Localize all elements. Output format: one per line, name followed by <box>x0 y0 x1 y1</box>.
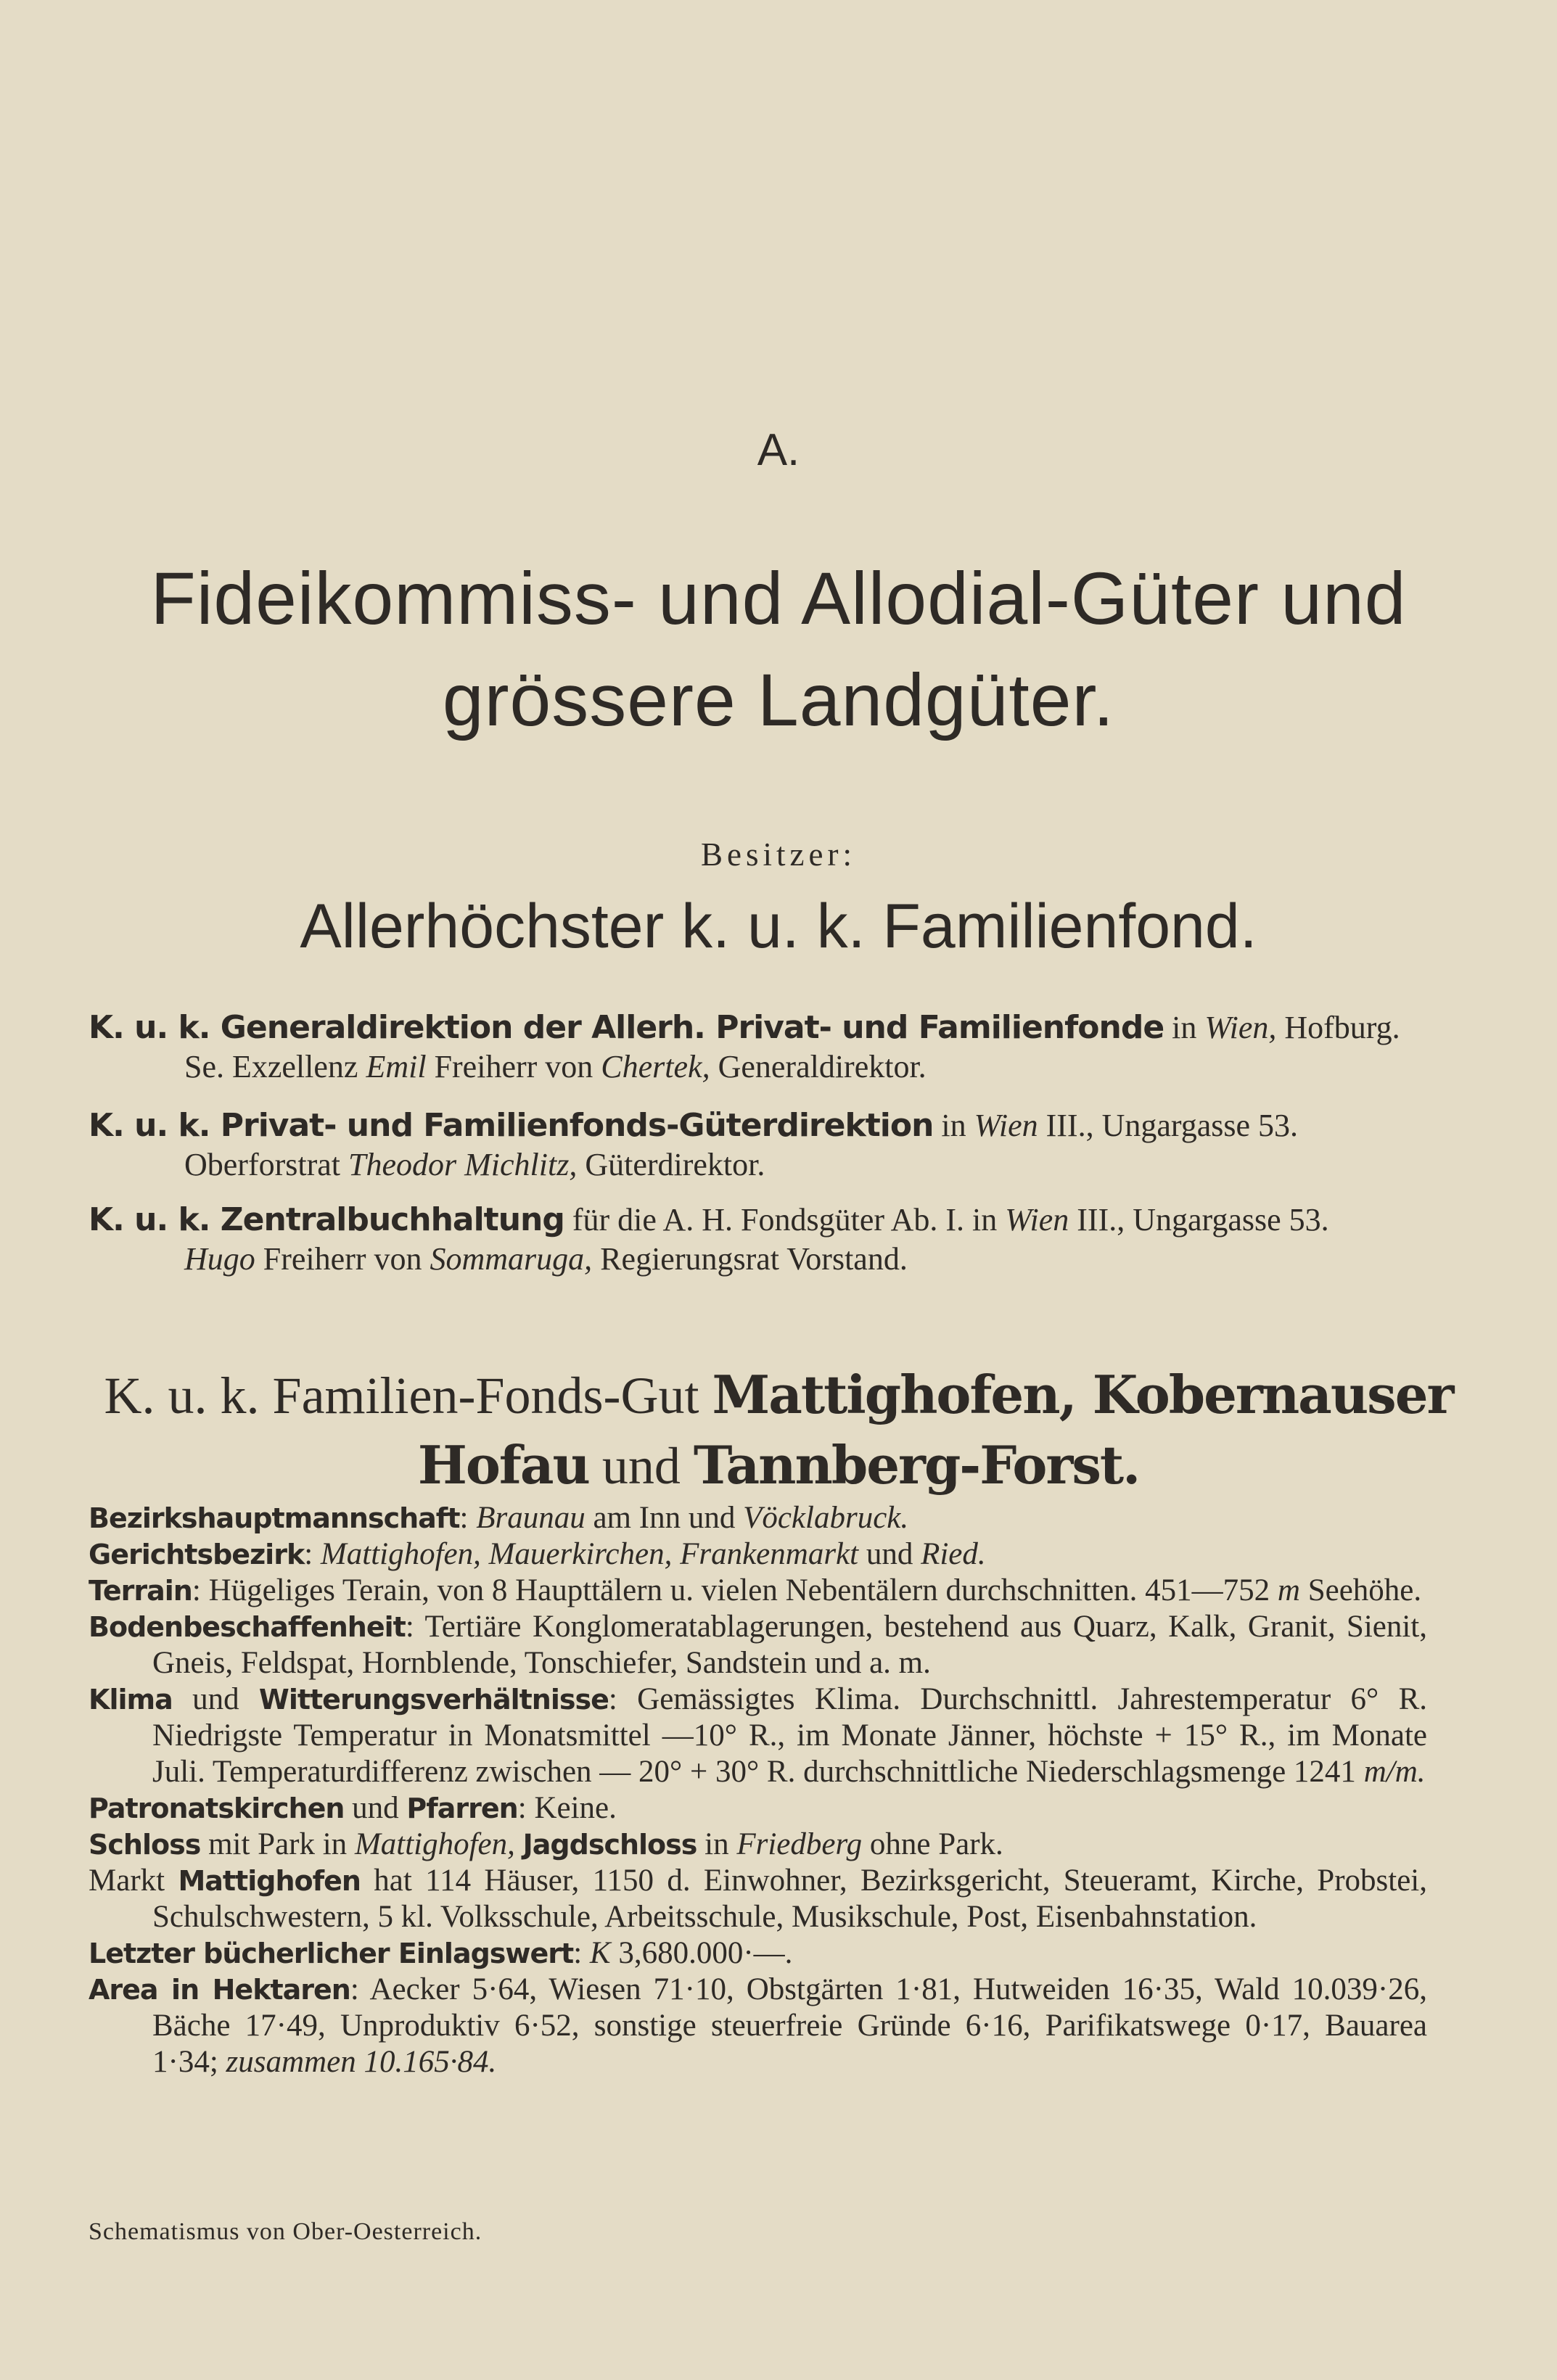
detail-label: Letzter bücherlicher Einlagswert <box>89 1938 574 1969</box>
detail-label: Witterungsverhältnisse <box>258 1684 609 1716</box>
organization-name: K. u. k. Generaldirektion der Allerh. Privat- und Familienfonde <box>89 1009 1164 1046</box>
detail-patronat: Patronatskirchen und Pfarren: Keine. <box>89 1791 617 1825</box>
city-name: Wien, <box>1204 1010 1277 1045</box>
detail-label: Bodenbeschaffenheit <box>89 1611 406 1643</box>
owner-label: Besitzer: <box>701 836 856 873</box>
owner-name: Allerhöchster k. u. k. Familienfond. <box>300 892 1257 961</box>
person-first-name: Emil <box>366 1049 427 1084</box>
detail-label: Patronatskirchen <box>89 1792 345 1824</box>
administration-entry-2-line-1: K. u. k. Privat- und Familienfonds-Güterdirektion in Wien III., Ungargasse 53. <box>89 1107 1299 1144</box>
administration-entry-2-line-2: Oberforstrat Theodor Michlitz, Güterdirektor. <box>184 1147 765 1182</box>
estate-name-1: Mattighofen, Kobernauser <box>712 1364 1453 1425</box>
detail-boden: Bodenbeschaffenheit: Tertiäre Konglomeratablagerungen, bestehend aus Quarz, Kalk, Granit, Sienit, Gneis, Feldspat, Hornblende, Tonschiefer, Sandstein und a. m. <box>89 1610 1427 1680</box>
estate-title-line-1: K. u. k. Familien-Fonds-Gut Mattighofen, Kobernauser <box>104 1364 1453 1425</box>
estate-details <box>89 1500 1427 2080</box>
area-total: zusammen 10.165·84. <box>226 2045 497 2079</box>
detail-schloss: Schloss mit Park in Mattighofen, Jagdschloss in Friedberg ohne Park. <box>89 1827 1003 1861</box>
estate-title-line-2: Hofau und Tannberg-Forst. <box>417 1434 1140 1496</box>
detail-label: Jagdschloss <box>522 1829 697 1861</box>
estate-title <box>0 1360 1557 1501</box>
section-letter: A. <box>757 425 800 475</box>
person-last-name: Chertek, <box>601 1049 710 1084</box>
detail-markt: Markt Mattighofen hat 114 Häuser, 1150 d. Einwohner, Bezirksgericht, Steueramt, Kirche, Probstei, Schulschwestern, 5 kl. Volksschule, Arbeitsschule, Musikschule, Post, Eisenbahnstation. <box>89 1864 1427 1934</box>
detail-label: Gerichtsbezirk <box>89 1539 305 1570</box>
administration-entry-2 <box>89 1106 1424 1185</box>
detail-label: Terrain <box>89 1575 192 1607</box>
administration-entry-3-line-2: Hugo Freiherr von Sommaruga, Regierungsrat Vorstand. <box>184 1241 908 1277</box>
city-name: Wien <box>974 1108 1038 1143</box>
city-name: Wien <box>1005 1202 1069 1238</box>
administration-entry-1-line-2: Se. Exzellenz Emil Freiherr von Chertek, Generaldirektor. <box>184 1049 927 1084</box>
person-name: Theodor Michlitz, <box>348 1147 578 1182</box>
administration-entry-1 <box>89 1008 1424 1087</box>
detail-label: Mattighofen <box>178 1865 361 1897</box>
detail-einlagswert: Letzter bücherlicher Einlagswert: K 3,680.000·—. <box>89 1936 793 1970</box>
detail-label: Klima <box>89 1684 173 1716</box>
detail-gericht: Gerichtsbezirk: Mattighofen, Mauerkirchen, Frankenmarkt und Ried. <box>89 1537 986 1571</box>
detail-terrain: Terrain: Hügeliges Terain, von 8 Haupttälern u. vielen Nebentälern durchschnitten. 451—752 m Seehöhe. <box>89 1573 1422 1607</box>
detail-area: Area in Hektaren: Aecker 5·64, Wiesen 71·10, Obstgärten 1·81, Hutweiden 16·35, Wald 10.039·26, Bäche 17·49, Unproduktiv 6·52, sonstige steuerfreie Gründe 6·16, Parifikatswege 0·17, Bauarea 1·34; zusammen 10.165·84. <box>89 1972 1427 2079</box>
estate-name-2: Hofau <box>417 1434 589 1496</box>
administration-entry-3-line-1: K. u. k. Zentralbuchhaltung für die A. H. Fondsgüter Ab. I. in Wien III., Ungargasse 53. <box>89 1201 1329 1238</box>
main-title-line-2: grössere Landgüter. <box>442 659 1115 741</box>
person-last-name: Sommaruga, <box>430 1241 593 1277</box>
detail-label: Area in Hektaren <box>89 1974 350 2006</box>
main-title <box>0 548 1557 751</box>
detail-label: Pfarren <box>406 1792 518 1824</box>
estate-name-3: Tannberg-Forst. <box>693 1434 1140 1496</box>
organization-name: K. u. k. Privat- und Familienfonds-Güterdirektion <box>89 1107 934 1144</box>
administration-entry-1-line-1: K. u. k. Generaldirektion der Allerh. Privat- und Familienfonde in Wien, Hofburg. <box>89 1009 1400 1046</box>
organization-name: K. u. k. Zentralbuchhaltung <box>89 1201 564 1238</box>
administration-entry-3 <box>89 1201 1424 1279</box>
detail-label: Bezirkshauptmannschaft <box>89 1502 460 1534</box>
detail-bezirk: Bezirkshauptmannschaft: Braunau am Inn und Vöcklabruck. <box>89 1501 909 1535</box>
main-title-line-1: Fideikommiss- und Allodial-Güter und <box>150 557 1407 640</box>
page-footer: Schematismus von Ober-Oesterreich. <box>89 2218 482 2245</box>
detail-klima: Klima und Witterungsverhältnisse: Gemässigtes Klima. Durchschnittl. Jahrestemperatur 6° R. Niedrigste Temperatur in Monatsmittel —10° R., im Monate Jänner, höchste + 15° R., im Monate Juli. Temperaturdifferenz zwischen — 20° + 30° R. durchschnittliche Niederschlagsmenge 1241 m/m. <box>89 1682 1428 1789</box>
detail-label: Schloss <box>89 1829 201 1861</box>
person-first-name: Hugo <box>184 1241 255 1277</box>
